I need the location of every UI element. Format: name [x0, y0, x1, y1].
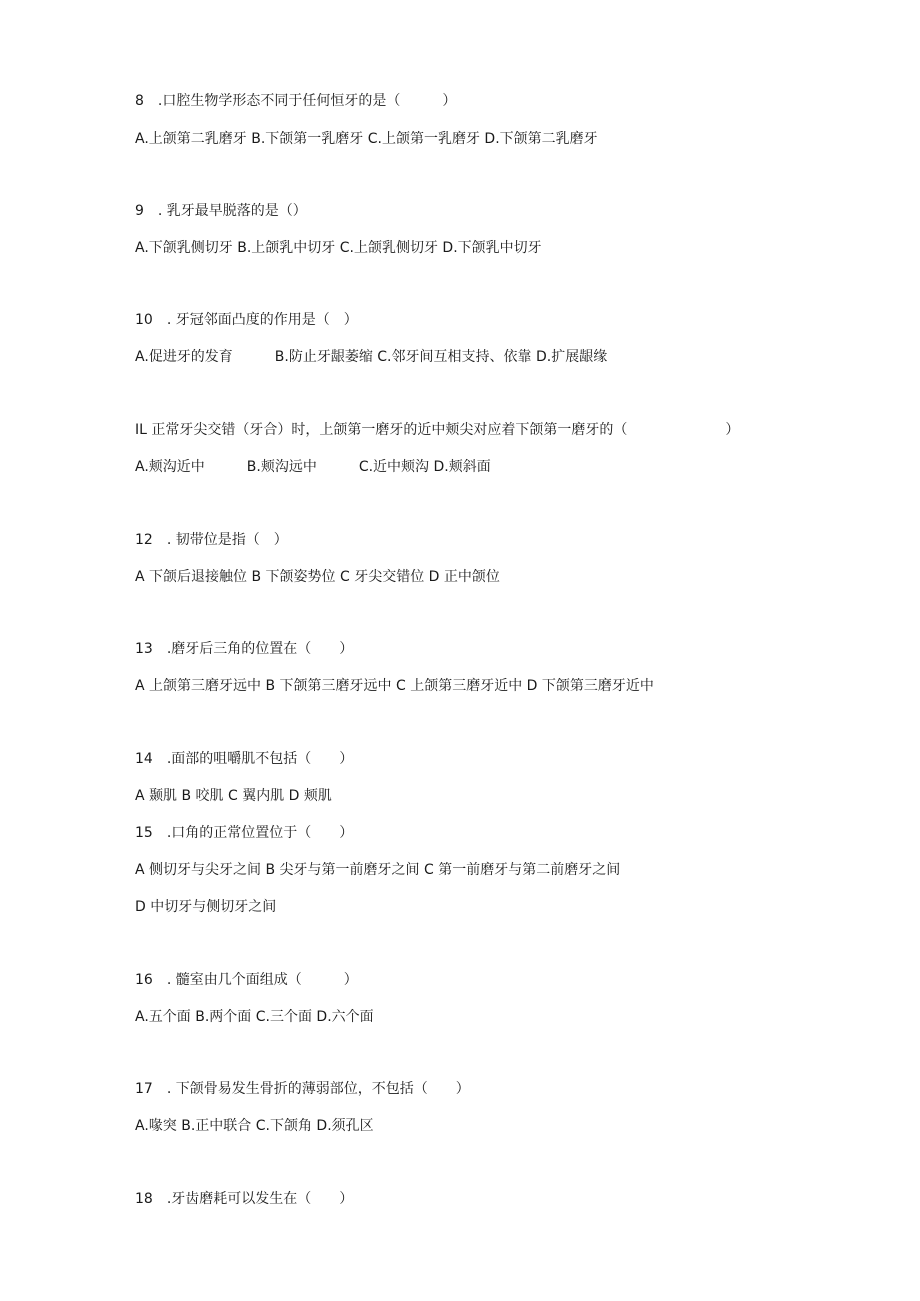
question-12-stem: 12 . 韧带位是指（ ）: [135, 532, 288, 548]
question-8-options: A.上颌第二乳磨牙 B.下颌第一乳磨牙 C.上颌第一乳磨牙 D.下颌第二乳磨牙: [135, 131, 598, 147]
question-16-options: A.五个面 B.两个面 C.三个面 D.六个面: [135, 1009, 374, 1025]
question-15-stem: 15 .口角的正常位置位于（ ）: [135, 825, 354, 841]
question-10-options: A.促进牙的发育 B.防止牙龈萎缩 C.邻牙间互相支持、依靠 D.扩展龈缘: [135, 349, 608, 365]
question-18-stem: 18 .牙齿磨耗可以发生在（ ）: [135, 1191, 354, 1207]
question-15-options-line-2: D 中切牙与侧切牙之间: [135, 899, 277, 915]
question-10-stem: 10 . 牙冠邻面凸度的作用是（ ）: [135, 312, 358, 328]
question-14-options: A 颞肌 B 咬肌 C 翼内肌 D 颊肌: [135, 788, 332, 804]
question-8-stem: 8 .口腔生物学形态不同于任何恒牙的是（ ）: [135, 93, 457, 109]
question-17-stem: 17 . 下颌骨易发生骨折的薄弱部位，不包括（ ）: [135, 1081, 470, 1097]
question-12-options: A 下颌后退接触位 B 下颌姿势位 C 牙尖交错位 D 正中颌位: [135, 569, 500, 585]
question-11-stem: IL 正常牙尖交错（牙合）时，上颌第一磨牙的近中颊尖对应着下颌第一磨牙的（ ）: [135, 422, 740, 438]
question-11-options: A.颊沟近中 B.颊沟远中 C.近中颊沟 D.颊斜面: [135, 459, 491, 475]
question-9-stem: 9 . 乳牙最早脱落的是（）: [135, 203, 307, 219]
question-15-options-line-1: A 侧切牙与尖牙之间 B 尖牙与第一前磨牙之间 C 第一前磨牙与第二前磨牙之间: [135, 862, 621, 878]
question-16-stem: 16 . 髓室由几个面组成（ ）: [135, 972, 358, 988]
question-14-stem: 14 .面部的咀嚼肌不包括（ ）: [135, 751, 354, 767]
question-9-options: A.下颌乳侧切牙 B.上颌乳中切牙 C.上颌乳侧切牙 D.下颌乳中切牙: [135, 240, 542, 256]
question-17-options: A.喙突 B.正中联合 C.下颌角 D.须孔区: [135, 1118, 374, 1134]
question-13-options: A 上颌第三磨牙远中 B 下颌第三磨牙远中 C 上颌第三磨牙近中 D 下颌第三磨牙近中: [135, 678, 654, 694]
question-13-stem: 13 .磨牙后三角的位置在（ ）: [135, 641, 354, 657]
